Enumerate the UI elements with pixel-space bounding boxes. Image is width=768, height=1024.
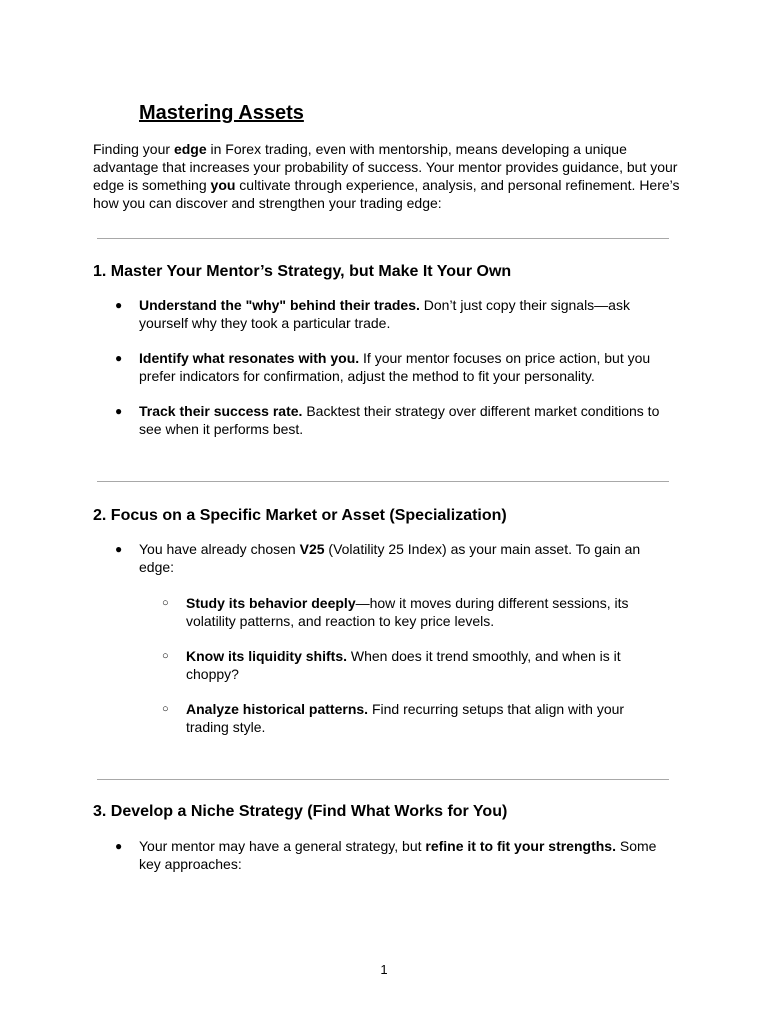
section-2-subitem-1-text: —how it moves during different sessions, its volatility patterns, and reaction to key price levels. bbox=[186, 595, 629, 629]
intro-text-3: cultivate through experience, analysis, and personal refinement. Here’s how you can discover and strengthen your trading edge: bbox=[93, 177, 680, 211]
section-1-item-2-bold: Identify what resonates with you. bbox=[139, 350, 360, 366]
section-2-subitem-2-text: When does it trend smoothly, and when is it choppy? bbox=[186, 648, 621, 682]
section-3-heading: 3. Develop a Niche Strategy (Find What Works for You) bbox=[93, 803, 508, 820]
section-1-item-1-text: Don’t just copy their signals—ask yourself why they took a particular trade. bbox=[139, 297, 630, 331]
section-2-heading: 2. Focus on a Specific Market or Asset (Specialization) bbox=[93, 507, 507, 524]
section-divider-1 bbox=[97, 238, 669, 239]
section-2-item-1-text-1: You have already chosen bbox=[139, 541, 300, 557]
bullet-marker: ● bbox=[115, 839, 123, 853]
section-2-subitem-3-text: Find recurring setups that align with your trading style. bbox=[186, 701, 625, 735]
intro-bold-edge: edge bbox=[173, 141, 207, 157]
section-1-item-2 bbox=[115, 349, 674, 385]
page-number: 1 bbox=[380, 962, 388, 977]
section-2-subitem-2 bbox=[162, 647, 656, 683]
section-2-subitem-2-bold: Know its liquidity shifts. bbox=[186, 648, 347, 664]
section-divider-3 bbox=[97, 779, 669, 780]
sub-bullet-marker: ○ bbox=[162, 703, 169, 715]
bullet-marker: ● bbox=[115, 404, 123, 418]
section-1-item-3-text: Backtest their strategy over different market conditions to see when it performs best. bbox=[139, 403, 660, 437]
section-2-item-1-bold: V25 bbox=[299, 541, 325, 557]
intro-bold-you: you bbox=[210, 177, 236, 193]
section-3-item-1-text-2: Some key approaches: bbox=[139, 838, 657, 872]
section-2-subitem-1 bbox=[162, 594, 656, 630]
section-3-item-1-bold: refine it to fit your strengths. bbox=[425, 838, 616, 854]
intro-paragraph bbox=[93, 140, 693, 212]
section-1-item-2-text: If your mentor focuses on price action, but you prefer indicators for confirmation, adjust the method to fit your personality. bbox=[139, 350, 651, 384]
section-2-item-1-text-2: (Volatility 25 Index) as your main asset. To gain an edge: bbox=[139, 541, 641, 575]
section-1-item-3-bold: Track their success rate. bbox=[139, 403, 303, 419]
page-title: Mastering Assets bbox=[139, 102, 304, 124]
section-2-subitem-3-bold: Analyze historical patterns. bbox=[186, 701, 369, 717]
intro-text-1: Finding your bbox=[93, 141, 174, 157]
section-3-item-1 bbox=[115, 837, 674, 873]
bullet-marker: ● bbox=[115, 542, 123, 556]
section-2-subitem-3 bbox=[162, 700, 656, 736]
section-3-item-1-text-1: Your mentor may have a general strategy, but bbox=[139, 838, 426, 854]
intro-text-2: in Forex trading, even with mentorship, means developing a unique advantage that increases your probability of success. Your mentor provides guidance, but your edge is something bbox=[93, 141, 678, 193]
section-divider-2 bbox=[97, 481, 669, 482]
section-1-item-1 bbox=[115, 296, 674, 332]
bullet-marker: ● bbox=[115, 351, 123, 365]
sub-bullet-marker: ○ bbox=[162, 650, 169, 662]
bullet-marker: ● bbox=[115, 298, 123, 312]
section-1-item-1-bold: Understand the "why" behind their trades. bbox=[139, 297, 420, 313]
section-2-item-1 bbox=[115, 540, 674, 576]
section-2-subitem-1-bold: Study its behavior deeply bbox=[186, 595, 356, 611]
section-1-heading: 1. Master Your Mentor’s Strategy, but Make It Your Own bbox=[93, 263, 512, 280]
sub-bullet-marker: ○ bbox=[162, 597, 169, 609]
section-1-item-3 bbox=[115, 402, 674, 438]
